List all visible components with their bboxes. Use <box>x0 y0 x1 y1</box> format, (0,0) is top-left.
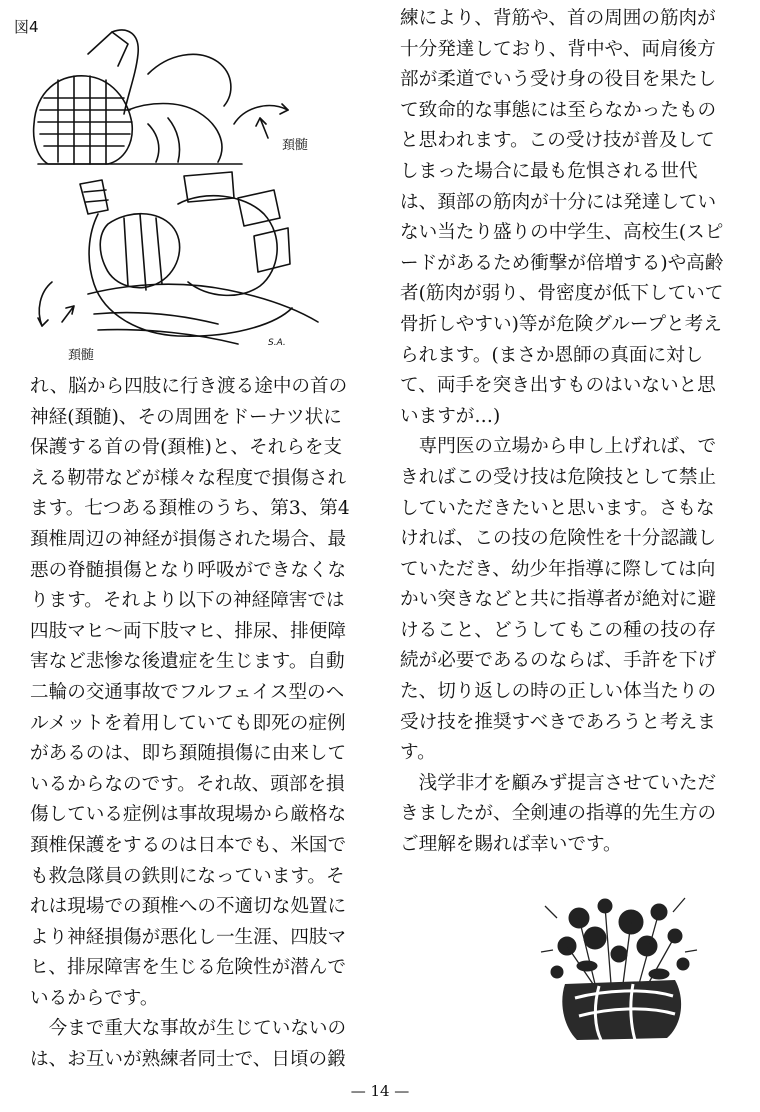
figure-caption-bottom: 頚髄 <box>68 348 95 363</box>
paragraph: 今まで重大な事故が生じていないのは、お互いが熟練者同士で、日頃の鍛 <box>30 1018 347 1071</box>
left-column <box>30 372 360 1076</box>
page-number: — 14 — <box>350 1082 410 1100</box>
paragraph: れ、脳から四肢に行き渡る途中の首の神経(頚髄)、その周囲をドーナツ状に保護する首の骨(頚椎)と、それらを支える靭帯などが様々な程度で損傷されます。七つある頚椎のうち、第3、第4頚椎周辺の神経が損傷された場合、最悪の脊髄損傷となり呼吸ができなくなります。それより以下の神経障害では四肢マヒ〜両下肢マヒ、排尿、排便障害など悲惨な後遺症を生じます。自動二輪の交通事故でフルフェイス型のヘルメットを着用していても即死の症例があるのは、即ち頚随損傷に由来しているからなのです。それ故、頭部を損傷している症例は事故現場から厳格な頚椎保護をするのは日本でも、米国でも救急隊員の鉄則になっています。それは現場での頚椎への不適切な処置により神経損傷が悪化し一生涯、四肢マヒ、排尿障害を生じる危険性が潜んでいるからです。 <box>30 376 350 1009</box>
illustrator-signature: S.A. <box>268 338 286 348</box>
right-column <box>400 4 725 861</box>
figure-caption-top: 頚髄 <box>282 138 309 153</box>
figure-label: 図4 <box>14 18 39 36</box>
kendo-illustration <box>28 14 358 364</box>
paragraph: 練により、背筋や、首の周囲の筋肉が十分発達しており、背中や、両肩後方部が柔道でいう受け身の役目を果たして致命的な事態には至らなかったものと思われます。この受け技が普及してしまった場合に最も危惧される世代は、頚部の筋肉が十分には発達していない当たり盛りの中学生、高校生(スピードがあるため衝撃が倍増する)や高齢者(筋肉が弱り、骨密度が低下していて骨折しやすい)等が危険グループと考えられます。(まさか恩師の真面に対して、両手を突き出すものはいないと思いますが…) <box>400 8 724 427</box>
paragraph: 浅学非才を顧みず提言させていただきましたが、全剣連の指導的先生方のご理解を賜れば幸いです。 <box>400 772 717 856</box>
flower-basket-illustration <box>535 888 705 1043</box>
paragraph: 専門医の立場から申し上げれば、できればこの受け技は危険技として禁止していただきたいと思います。さもなければ、この技の危険性を十分認識していただき、幼少年指導に際しては向かい突きなどと共に指導者が絶対に避けること、どうしてもこの種の技の存続が必要であるのならば、手許を下げた、切り返しの時の正しい体当たりの受け技を推奨すべきであろうと考えます。 <box>400 436 717 764</box>
